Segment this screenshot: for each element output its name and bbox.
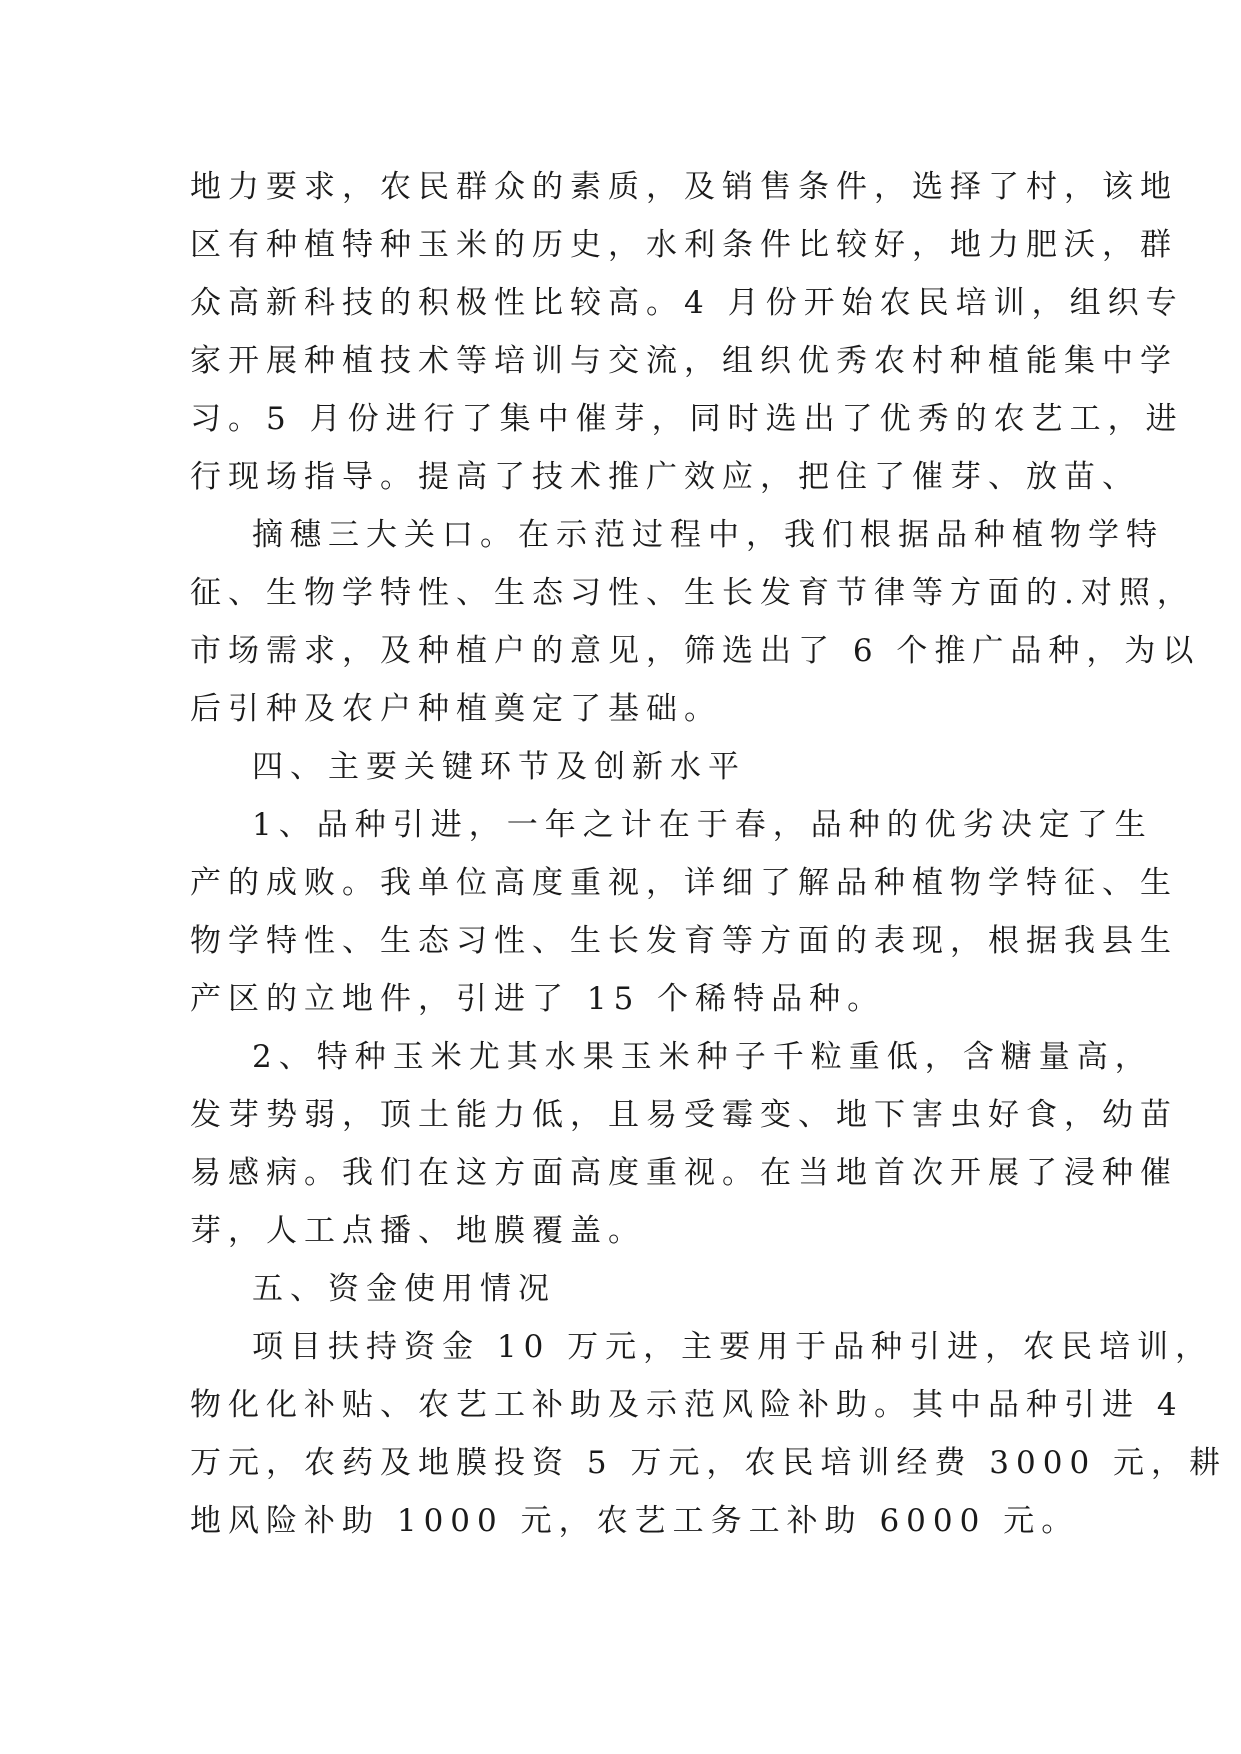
text-line: 行现场指导。提高了技术推广效应，把住了催芽、放苗、: [190, 459, 1140, 495]
section-heading: 四、主要关键环节及创新水平: [252, 749, 746, 785]
text-line: 后引种及农户种植奠定了基础。: [190, 691, 722, 727]
text-line: 家开展种植技术等培训与交流，组织优秀农村种植能集中学: [190, 343, 1178, 379]
text-line: 地力要求，农民群众的素质，及销售条件，选择了村，该地: [190, 169, 1178, 205]
document-body: [190, 158, 1228, 1550]
text-line: 摘穗三大关口。在示范过程中，我们根据品种植物学特: [252, 517, 1164, 553]
section-heading: 五、资金使用情况: [252, 1271, 556, 1307]
text-line: 产的成败。我单位高度重视，详细了解品种植物学特征、生: [190, 865, 1178, 901]
text-line: 万元，农药及地膜投资 5 万元，农民培训经费 3000 元，耕: [190, 1445, 1228, 1481]
text-line: 产区的立地件，引进了 15 个稀特品种。: [190, 981, 886, 1017]
text-line: 众高新科技的积极性比较高。4 月份开始农民培训，组织专: [190, 285, 1184, 321]
text-line: 2、特种玉米尤其水果玉米种子千粒重低，含糖量高，: [252, 1039, 1153, 1075]
text-line: 项目扶持资金 10 万元，主要用于品种引进，农民培训，: [252, 1329, 1214, 1365]
text-line: 物学特性、生态习性、生长发育等方面的表现，根据我县生: [190, 923, 1178, 959]
text-line: 征、生物学特性、生态习性、生长发育节律等方面的.对照，: [190, 575, 1195, 611]
text-line: 芽，人工点播、地膜覆盖。: [190, 1213, 646, 1249]
text-line: 1、品种引进，一年之计在于春，品种的优劣决定了生: [252, 807, 1153, 843]
text-line: 发芽势弱，顶土能力低，且易受霉变、地下害虫好食，幼苗: [190, 1097, 1178, 1133]
text-line: 易感病。我们在这方面高度重视。在当地首次开展了浸种催: [190, 1155, 1178, 1191]
text-line: 地风险补助 1000 元，农艺工务工补助 6000 元。: [190, 1503, 1080, 1539]
text-line: 市场需求，及种植户的意见，筛选出了 6 个推广品种，为以: [190, 633, 1201, 669]
text-line: 习。5 月份进行了集中催芽，同时选出了优秀的农艺工，进: [190, 401, 1184, 437]
text-line: 区有种植特种玉米的历史，水利条件比较好，地力肥沃，群: [190, 227, 1178, 263]
text-line: 物化化补贴、农艺工补助及示范风险补助。其中品种引进 4: [190, 1387, 1184, 1423]
